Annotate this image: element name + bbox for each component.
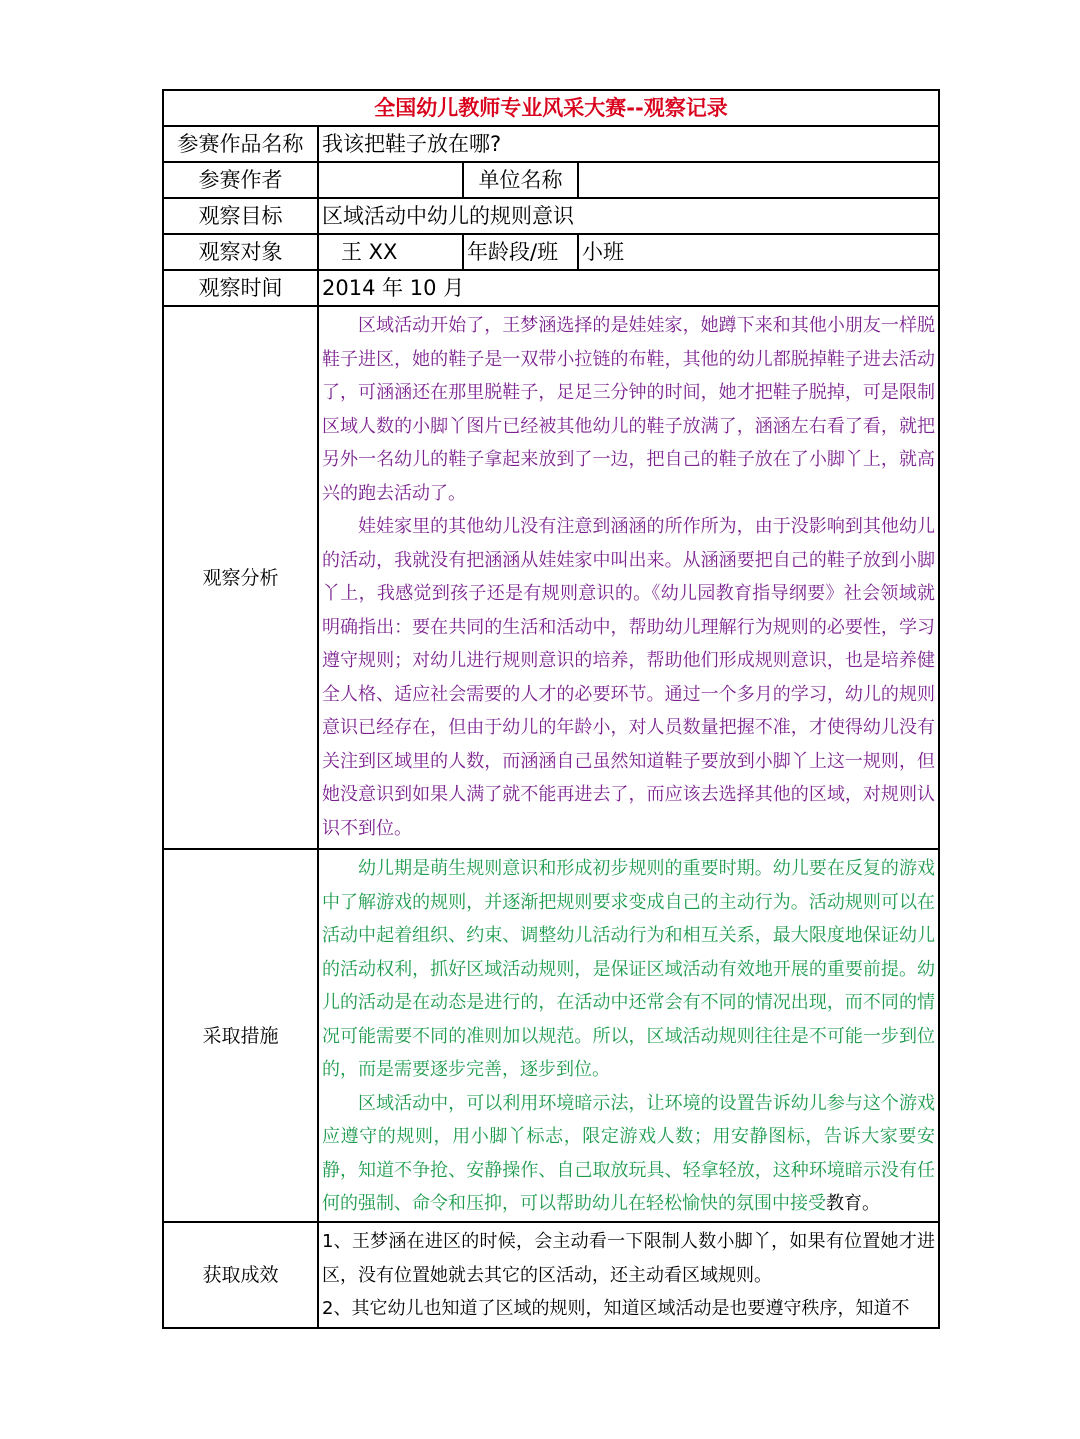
measures-paragraph-tail: 教育。 — [826, 1193, 880, 1214]
author-value — [318, 162, 463, 198]
measures-paragraph — [322, 1087, 935, 1221]
subject-value: 王 XX — [318, 234, 463, 270]
unit-value — [578, 162, 939, 198]
time-label: 观察时间 — [163, 270, 318, 306]
work-name-label: 参赛作品名称 — [163, 126, 318, 162]
results-content — [318, 1222, 939, 1328]
goal-label: 观察目标 — [163, 198, 318, 234]
measures-paragraph: 幼儿期是萌生规则意识和形成初步规则的重要时期。幼儿要在反复的游戏中了解游戏的规则，并逐渐把规则要求变成自己的主动行为。活动规则可以在活动中起着组织、约束、调整幼儿活动行为和相互关系，最大限度地保证幼儿的活动权利，抓好区域活动规则，是保证区域活动有效地开展的重要前提。幼儿的活动是在动态是进行的，在活动中还常会有不同的情况出现，而不同的情况可能需要不同的准则加以规范。所以，区域活动规则往往是不可能一步到位的，而是需要逐步完善，逐步到位。 — [322, 858, 935, 1080]
grade-label: 年龄段/班 — [463, 234, 578, 270]
work-name-value: 我该把鞋子放在哪? — [318, 126, 939, 162]
unit-label: 单位名称 — [463, 162, 578, 198]
grade-value: 小班 — [578, 234, 939, 270]
author-label: 参赛作者 — [163, 162, 318, 198]
analysis-label: 观察分析 — [163, 306, 318, 849]
results-label: 获取成效 — [163, 1222, 318, 1328]
analysis-content — [318, 306, 939, 849]
document-title: 全国幼儿教师专业风采大赛--观察记录 — [163, 90, 939, 126]
measures-label: 采取措施 — [163, 849, 318, 1222]
observation-record-table — [162, 89, 940, 1329]
measures-paragraph-text: 区域活动中，可以利用环境暗示法，让环境的设置告诉幼儿参与这个游戏应遵守的规则，用小脚丫标志，限定游戏人数；用安静图标，告诉大家要安静，知道不争抢、安静操作、自己取放玩具、轻拿轻放，这种环境暗示没有任何的强制、命令和压抑，可以帮助幼儿在轻松愉快的氛围中接受 — [322, 1092, 935, 1214]
subject-label: 观察对象 — [163, 234, 318, 270]
goal-value: 区域活动中幼儿的规则意识 — [318, 198, 939, 234]
analysis-paragraph: 区域活动开始了，王梦涵选择的是娃娃家，她蹲下来和其他小朋友一样脱鞋子进区，她的鞋子是一双带小拉链的布鞋，其他的幼儿都脱掉鞋子进去活动了，可涵涵还在那里脱鞋子，足足三分钟的时间，她才把鞋子脱掉，可是限制区域人数的小脚丫图片已经被其他幼儿的鞋子放满了，涵涵左右看了看，就把另外一名幼儿的鞋子拿起来放到了一边，把自己的鞋子放在了小脚丫上，就高兴的跑去活动了。 — [322, 315, 935, 504]
results-item: 1、王梦涵在进区的时候，会主动看一下限制人数小脚丫，如果有位置她才进区，没有位置她就去其它的区活动，还主动看区域规则。 — [322, 1231, 935, 1286]
time-value: 2014 年 10 月 — [318, 270, 939, 306]
measures-content — [318, 849, 939, 1222]
results-item: 2、其它幼儿也知道了区域的规则，知道区域活动是也要遵守秩序，知道不 — [322, 1298, 910, 1319]
analysis-paragraph: 娃娃家里的其他幼儿没有注意到涵涵的所作所为，由于没影响到其他幼儿的活动，我就没有把涵涵从娃娃家中叫出来。从涵涵要把自己的鞋子放到小脚丫上，我感觉到孩子还是有规则意识的。《幼儿园教育指导纲要》社会领域就明确指出：要在共同的生活和活动中，帮助幼儿理解行为规则的必要性，学习遵守规则；对幼儿进行规则意识的培养，帮助他们形成规则意识，也是培养健全人格、适应社会需要的人才的必要环节。通过一个多月的学习，幼儿的规则意识已经存在，但由于幼儿的年龄小，对人员数量把握不准，才使得幼儿没有关注到区域里的人数，而涵涵自己虽然知道鞋子要放到小脚丫上这一规则，但她没意识到如果人满了就不能再进去了，而应该去选择其他的区域，对规则认识不到位。 — [322, 516, 935, 839]
